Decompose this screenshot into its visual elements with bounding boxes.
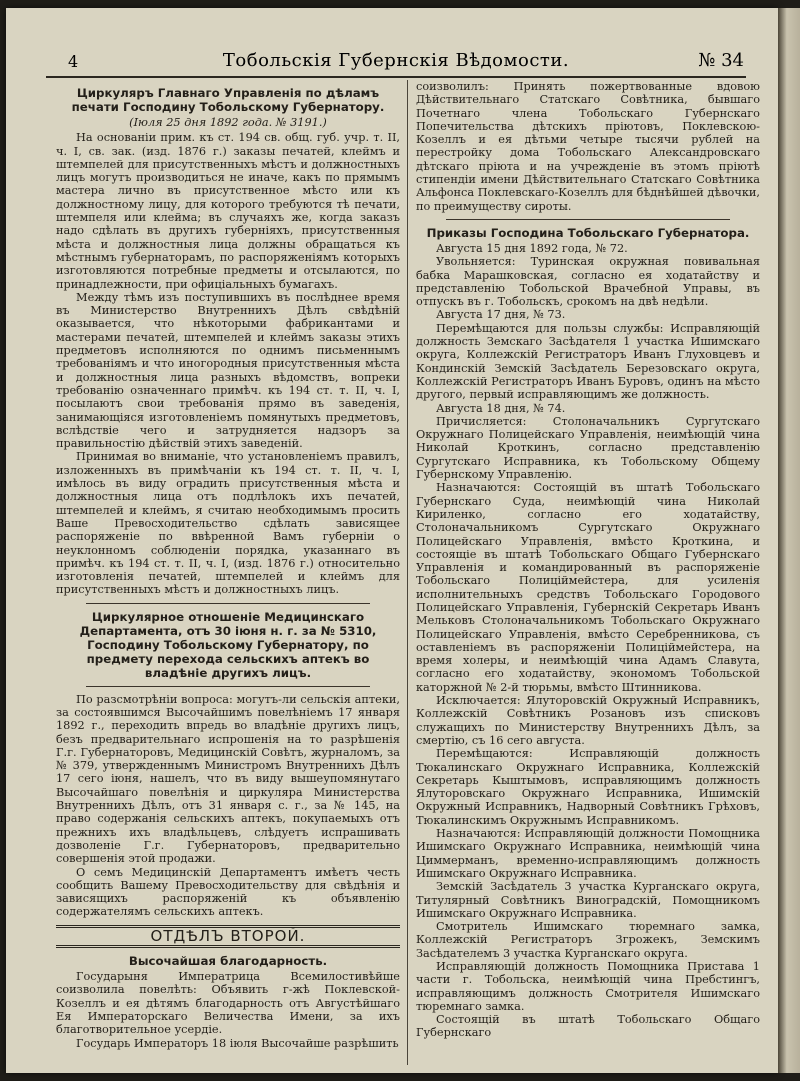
paragraph: Состоящій въ штатѣ Тобольскаго Общаго Губернскаго <box>416 1013 760 1040</box>
order-date: Августа 15 дня 1892 года, № 72. <box>436 241 628 255</box>
divider <box>446 219 730 220</box>
newspaper-title: Тобольскія Губернскія Вѣдомости. <box>222 50 570 71</box>
circular-1-date: (Іюля 25 дня 1892 года. № 3191.) <box>129 116 327 129</box>
paragraph: Перемѣщаются: Исправляющій должность Тюкалинскаго Окружнаго Исправника, Коллежскій Секретарь Кыштымовъ, исправляющимъ должность Ялуторовскаго Окружнаго Исправника, Ишимскій Окружный Исправникъ, Надворный Совѣтникъ Грѣховъ, Тюкалинскимъ Окружнымъ Исправникомъ. <box>416 747 760 827</box>
paragraph: Между тѣмъ изъ поступившихъ въ послѣднее время въ Министерство Внутреннихъ Дѣлъ свѣдѣній оказывается, что нѣкоторыми фабрикантами и мастерами печатей, штемпелей и клеймъ заказы этихъ предметовъ исполняются по однимъ письменнымъ требованіямъ и что иногородныя присутственныя мѣста и должностныя лица разныхъ вѣдомствъ, вопреки требованію означеннаго примѣч. къ 194 ст. т. II, ч. I, посылаютъ свои требованія прямо въ заведенія, занимающіяся изготовленіемъ помянутыхъ предметовъ, вслѣдствіе чего и затрудняется надзоръ за правильностію дѣйствій этихъ заведеній. <box>56 290 400 451</box>
paragraph: Смотритель Ишимскаго тюремнаго замка, Коллежскій Регистраторъ Згрожекъ, Земскимъ Засѣдателемъ 3 участка Курганскаго округа. <box>416 920 760 960</box>
circular-2-title: Циркулярное отношеніе Медицинскаго Департамента, отъ 30 іюня н. г. за № 5310, Господину Тобольскому Губернатору, по предмету перехода сельскихъ аптекъ во владѣніе другихъ лицъ. <box>79 609 377 680</box>
divider <box>86 686 370 687</box>
order-date: Августа 17 дня, № 73. <box>436 308 566 322</box>
paragraph: Увольняется: Туринская окружная повивальная бабка Марашковская, согласно ея ходатайству и представленію Тобольской Врачебной Управы, въ отпускъ въ г. Тобольскъ, срокомъ на двѣ недѣли. <box>416 255 760 309</box>
paragraph: Земскій Засѣдатель 3 участка Курганскаго округа, Титулярный Совѣтникъ Виноградскій, Помощникомъ Ишимскаго Окружнаго Исправника. <box>416 880 760 920</box>
left-column <box>56 80 400 1050</box>
paragraph: На основаніи прим. къ ст. 194 св. общ. губ. учр. т. II, ч. I, св. зак. (изд. 1876 г.) заказы печатей, клеймъ и штемпелей для присутственныхъ мѣстъ и должностныхъ лицъ могутъ производиться не иначе, какъ по прямымъ мастера лично въ присутственное мѣсто или къ должностному лицу, для которого требуются тѣ печати, штемпеля или клейма; въ случаяхъ же, когда заказъ надо сдѣлать въ другихъ губерніяхъ, присутственныя мѣста и должностныя лица должны обращаться къ мѣстнымъ губернаторамъ, по распоряженіямъ которыхъ изготовляются потребные предметы и отсылаются, по принадлежности, при офиціальныхъ бумагахъ. <box>56 131 400 291</box>
circular-1-title: Циркуляръ Главнаго Управленія по дѣламъ печати Господину Тобольскому Губернатору. <box>71 86 385 114</box>
right-column <box>416 80 760 1040</box>
paragraph: О семъ Медицинскій Департаментъ имѣетъ честь сообщить Вашему Превосходительству для свѣдѣнія и зависящихъ распоряженій къ объявленію содержателямъ сельскихъ аптекъ. <box>56 865 400 919</box>
paragraph: Принимая во вниманіе, что установленіемъ правилъ, изложенныхъ въ примѣчаніи къ 194 ст. т. II, ч. I, имѣлось въ виду оградить присутственныя мѣста и должностныя лица отъ подлѣлокъ ихъ печатей, штемпелей и клеймъ, я считаю необходимымъ просить Ваше Превосходительство сдѣлать зависящее распоряженіе по ввѣренной Вамъ губерніи о неуклонномъ соблюденіи порядка, указаннаго въ примѣч. къ 194 ст. т. II, ч. I, (изд. 1876 г.) относительно изготовленія печатей, штемпелей и клеймъ для присутственныхъ мѣстъ и должностныхъ лицъ. <box>56 450 400 597</box>
paragraph: Государыня Императрица Всемилостивѣйше соизволила повелѣть: Объявить г-жѣ Поклевской-Козеллъ и ея дѣтямъ благодарность отъ Августѣйшаго Ея Императорскаго Величества Имени, за ихъ благотворительное усердіе. <box>56 970 400 1037</box>
paragraph: Государь Императоръ 18 іюля Высочайше разрѣшить <box>76 1036 399 1050</box>
thanks-title: Высочайшая благодарность. <box>128 954 328 969</box>
paragraph: По разсмотрѣніи вопроса: могутъ-ли сельскія аптеки, за состоявшимся Высочайшимъ повелѣніемъ 17 января 1892 г., переходить впредь во владѣніе другихъ лицъ, безъ предварительнаго испрошенія на то разрѣшенія Г.г. Губернаторовъ, Медицинскій Совѣтъ, журналомъ, за № 379, утвержденнымъ Министромъ Внутреннихъ Дѣлъ 17 сего іюня, нашелъ, что въ виду вышеупомянутаго Высочайшаго повелѣнія и циркуляра Министерства Внутреннихъ Дѣлъ, отъ 31 января с. г., за № 145, на право содержанія сельскихъ аптекъ, покупаемыхъ отъ прежнихъ ихъ владѣльцевъ, слѣдуетъ испрашивать дозволеніе Г.г. Губернаторовъ, предварительно совершенія этой продажи. <box>56 692 400 866</box>
paragraph: Исправляющій должность Помощника Пристава 1 части г. Тобольска, неимѣющій чина Пребстингъ, исправляющимъ должность Смотрителя Ишимскаго тюремнаго замка. <box>416 960 760 1013</box>
orders-title: Приказы Господина Тобольскаго Губернатора. <box>426 225 750 240</box>
paragraph: Назначаются: Исправляющій должности Помощника Ишимскаго Окружнаго Исправника, неимѣющій чина Циммерманъ, временно-исправляющимъ должность Ишимскаго Окружнаго Исправника. <box>416 827 760 880</box>
section-heading: ОТДѢЛЪ ВТОРОЙ. <box>56 925 400 948</box>
adjacent-page-edge <box>778 8 800 1073</box>
paragraph: Исключается: Ялуторовскій Окружный Исправникъ, Коллежскій Совѣтникъ Розановъ изъ списковъ служащихъ по Министерству Внутреннихъ Дѣлъ, за смертію, съ 16 сего августа. <box>416 694 760 747</box>
order-date: Августа 18 дня, № 74. <box>436 401 566 415</box>
paragraph: Причисляется: Столоначальникъ Сургутскаго Окружнаго Полицейскаго Управленія, неимѣющій чина Николай Кроткинъ, согласно представленію Сургутскаго Исправника, къ Тобольскому Общему Губернскому Управленію. <box>416 414 760 482</box>
paragraph: соизволилъ: Принять пожертвованные вдовою Дѣйствительнаго Статскаго Совѣтника, бывшаго Почетнаго члена Тобольскаго Губернскаго Попечительства дѣтскихъ пріютовъ, Поклевскою-Козеллъ и ея дѣтьми четыре тысячи рублей на перестройку дома Тобольскаго Александровскаго дѣтскаго пріюта и на учрежденіе въ этомъ пріютѣ стипендіи имени Дѣйствительнаго Статскаго Совѣтника Альфонса Поклевскаго-Козеллъ для бѣднѣйшей дѣвочки, по преимуществу сироты. <box>416 80 761 213</box>
divider <box>86 603 370 604</box>
paragraph: Перемѣщаются для пользы службы: Исправляющій должность Земскаго Засѣдателя 1 участка Ишимскаго округа, Коллежскій Регистраторъ Иванъ Глуховцевъ и Кондинскій Земскій Засѣдатель Березовскаго округа, Коллежскій Регистраторъ Иванъ Буровъ, одинъ на мѣсто другого, первый исправляющимъ же должность. <box>416 321 760 402</box>
column-divider <box>407 80 408 1065</box>
newspaper-page <box>6 8 778 1073</box>
paragraph: Назначаются: Состоящій въ штатѣ Тобольскаго Губернскаго Суда, неимѣющій чина Николай Кириленко, согласно его ходатайству, Столоначальникомъ Сургутскаго Окружнаго Полицейскаго Управленія, вмѣсто Кроткина, и состоящіе въ штатѣ Тобольскаго Общаго Губернскаго Управленія и командированный въ распоряженіе Тобольскаго Полиціймейстера, для усиленія исполнительныхъ средствъ Тобольскаго Городового Полицейскаго Управленія, Губернскій Секретарь Иванъ Мельковъ Столоначальникомъ Тобольскаго Окружнаго Полицейскаго Управленія, вмѣсто Серебренникова, съ оставленіемъ въ распоряженіи Полиціймейстера, на время холеры, и неимѣющій чина Адамъ Славута, согласно его ходатайству, экономомъ Тобольской каторжной № 2-й тюрьмы, вмѣсто Штинникова. <box>416 481 760 694</box>
issue-number: № 34 <box>698 50 744 71</box>
page-number: 4 <box>68 52 79 71</box>
page-header <box>46 50 746 78</box>
